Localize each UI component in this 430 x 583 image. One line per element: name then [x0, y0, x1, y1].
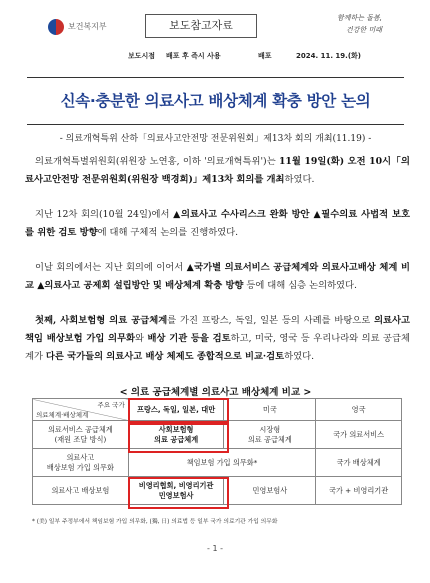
table-corner-cell: [33, 399, 129, 421]
table-footnote: * (美) 일부 주정부에서 책임보험 가입 의무화, (獨, 日) 의료법 등 일부 국가 의료기관 가입 의무화: [32, 519, 278, 525]
date-value: 2024. 11. 19.(화): [296, 52, 361, 60]
row-header: 의료서비스 공급체계 (재원 조달 방식): [33, 421, 129, 449]
release-value: 배포 후 즉시 사용: [166, 52, 221, 60]
date-label: 배포: [258, 52, 272, 60]
paragraph-4: 첫째, 사회보험형 의료 공급체계를 가진 프랑스, 독일, 일본 등의 사례를 바탕으로 의료사고 책임 배상보험 가입 의무화와 배상 기관 등을 검토하고, 미국, 영국 등 우리나라와 의료 공급체계가 다른 국가들의 의료사고 배상 체제도 종합적으로 비교·검토하였다.: [25, 315, 411, 362]
comparison-table: [32, 398, 402, 505]
document-type-label: 보도참고자료: [145, 14, 257, 38]
table-cell: 국가 배상체계: [316, 449, 402, 477]
column-header: 프랑스, 독일, 일본, 대만: [128, 399, 224, 421]
table-cell: 민영보험사: [224, 477, 316, 505]
paragraph-3: 이날 회의에서는 지난 회의에 이어서 ▲국가별 의료서비스 공급체계와 의료사고배상 체계 비교 ▲의료사고 공제회 설립방안 및 배상체계 확충 방향 등에 대해 심층 논의하였다.: [25, 262, 410, 291]
corner-bottom-label: 의료체계·배상체계: [36, 411, 89, 419]
row-header: 의료사고 배상보험: [33, 477, 129, 505]
column-header: 미국: [224, 399, 316, 421]
table-cell: 사회보험형 의료 공급체계: [128, 421, 224, 449]
ministry-name: 보건복지부: [68, 22, 107, 31]
table-cell: 국가 의료서비스: [316, 421, 402, 449]
table-cell: 국가 + 비영리기관: [316, 477, 402, 505]
corner-top-label: 주요 국가: [97, 401, 125, 409]
table-cell: 비영리협회, 비영리기관 민영보험사: [128, 477, 224, 505]
slogan-logo: 함께하는 돌봄, 건강한 미래: [336, 14, 382, 34]
release-label: 보도시점: [128, 52, 156, 60]
page-subtitle: - 의료개혁특위 산하「의료사고안전망 전문위원회」제13차 회의 개최(11.19) -: [59, 134, 372, 144]
page-title: 신속·충분한 의료사고 배상체계 확충 방안 논의: [60, 92, 371, 110]
column-header: 영국: [316, 399, 402, 421]
paragraph-1: 의료개혁특별위원회(위원장 노연홍, 이하 '의료개혁특위')는 11월 19일(화) 오전 10시「의료사고안전망 전문위원회(위원장 백경희)」제13차 회의를 개최하였다.: [25, 156, 411, 185]
paragraph-2: 지난 12차 회의(10월 24일)에서 ▲의료사고 수사리스크 완화 방안 ▲필수의료 사법적 보호를 위한 검토 방향에 대해 구체적 논의를 진행하였다.: [25, 209, 410, 238]
ministry-logo: [48, 17, 128, 37]
row-header: 의료사고 배상보험 가입 의무화: [33, 449, 129, 477]
taegeuk-icon: [48, 19, 64, 35]
release-meta: [128, 51, 388, 65]
table-title: < 의료 공급체계별 의료사고 배상체계 비교 >: [119, 387, 312, 398]
page-number: - 1 -: [207, 544, 223, 553]
table-cell: 시장형 의료 공급체계: [224, 421, 316, 449]
table-cell: 책임보험 가입 의무화*: [128, 449, 315, 477]
